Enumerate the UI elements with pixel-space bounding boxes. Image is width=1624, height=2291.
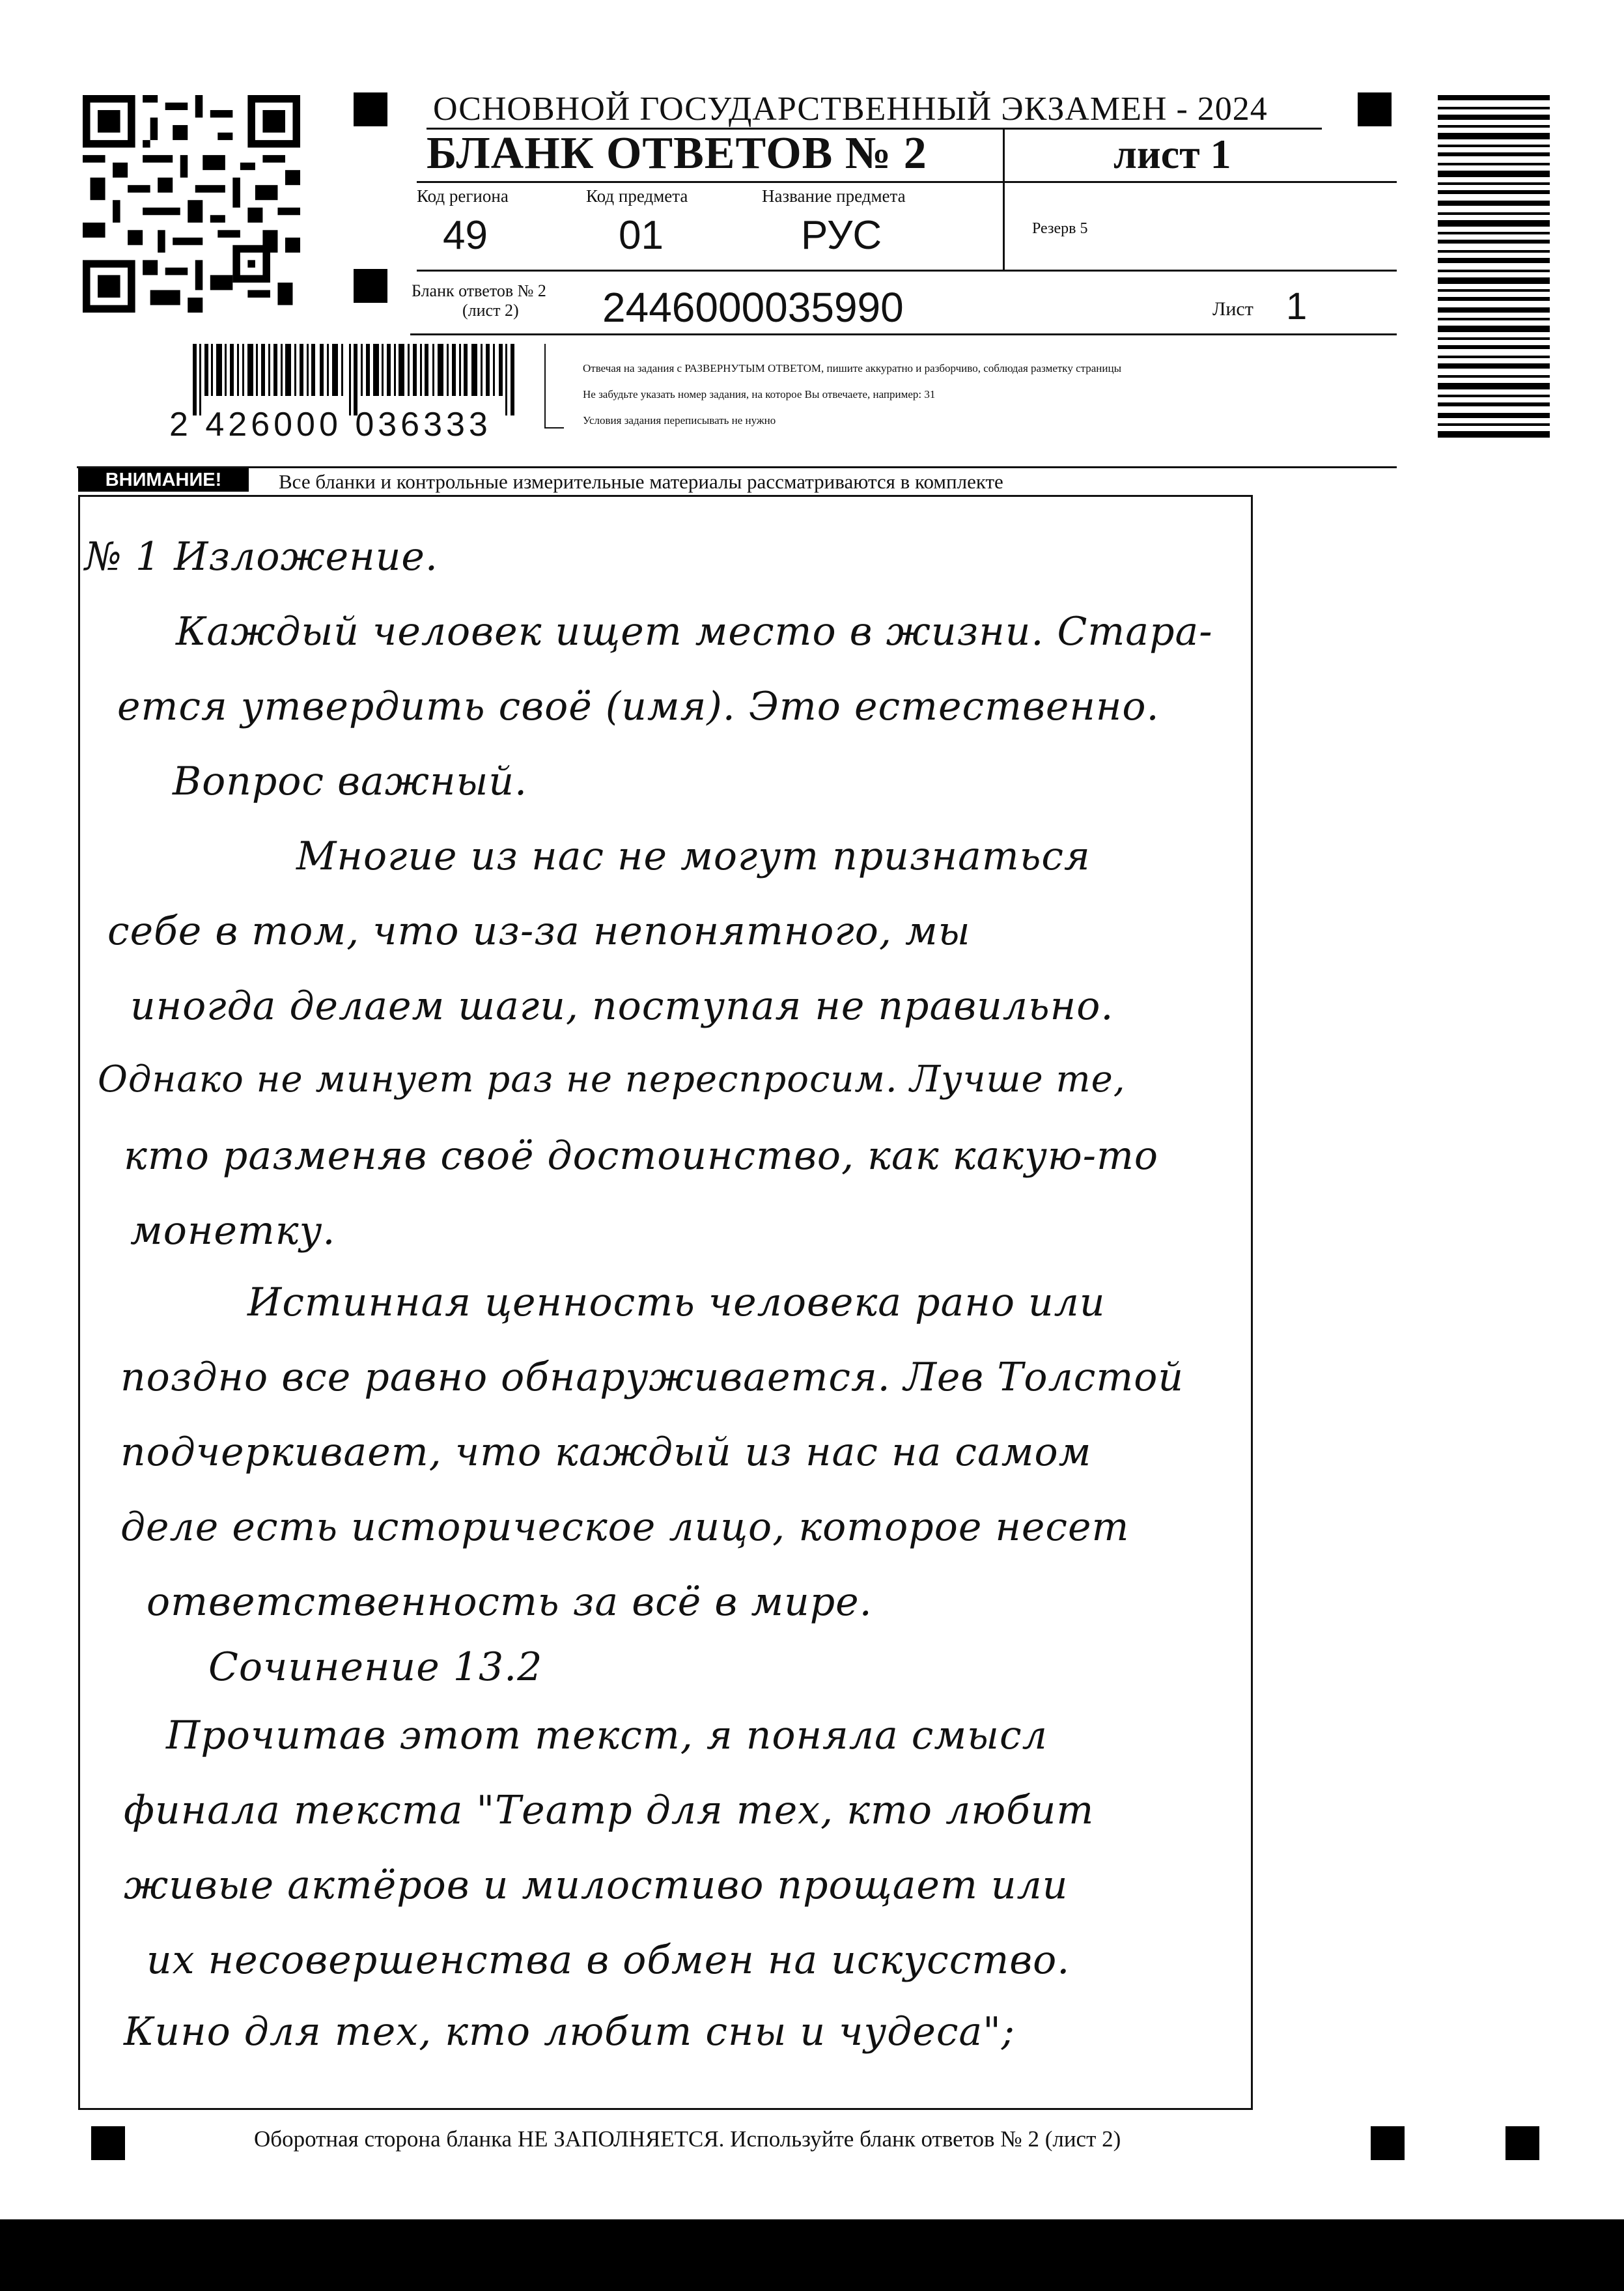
- header-divider: [1003, 129, 1005, 271]
- instruction-2: Не забудьте указать номер задания, на которое Вы отвечаете, например: 31: [583, 388, 936, 401]
- handwritten-line: ответственность за всё в мире.: [147, 1579, 873, 1625]
- handwritten-line: монетку.: [130, 1208, 336, 1254]
- handwritten-line: Каждый человек ищет место в жизни. Стара-: [176, 609, 1213, 654]
- handwritten-line: деле есть историческое лицо, которое несет: [120, 1504, 1130, 1550]
- handwritten-line: Вопрос важный.: [173, 759, 528, 804]
- handwritten-line: Прочитав этот текст, я поняла смысл: [166, 1713, 1048, 1758]
- qr-code: [77, 95, 306, 313]
- scan-border: [0, 2219, 1624, 2291]
- handwritten-line: кто разменяв своё достоинство, как какую-то: [124, 1133, 1159, 1179]
- handwritten-line: финала текста "Театр для тех, кто любит: [124, 1788, 1095, 1833]
- handwritten-line: иногда делаем шаги, поступая не правильно.: [130, 983, 1114, 1029]
- form2-number: 2446000035990: [602, 284, 904, 331]
- subject-code-value: 01: [619, 213, 664, 258]
- form2-label: Бланк ответов № 2: [412, 281, 546, 300]
- barcode-tick: [544, 427, 564, 429]
- handwritten-line: поздно все равно обнаруживается. Лев Толстой: [120, 1355, 1184, 1400]
- handwritten-line: подчеркивает, что каждый из нас на самом: [120, 1429, 1092, 1475]
- region-label: Код региона: [417, 186, 509, 206]
- handwritten-line: Кино для тех, кто любит сны и чудеса";: [124, 2009, 1016, 2055]
- handwritten-line: Однако не минует раз не переспросим. Лучше те,: [98, 1058, 1126, 1101]
- side-barcode: [1438, 95, 1550, 439]
- registration-mark: [354, 269, 387, 303]
- footer-note: Оборотная сторона бланка НЕ ЗАПОЛНЯЕТСЯ. Используйте бланк ответов № 2 (лист 2): [254, 2126, 1121, 2152]
- handwritten-line: живые актёров и милостиво прощает или: [124, 1862, 1069, 1908]
- form-title: БЛАНК ОТВЕТОВ № 2: [427, 128, 927, 178]
- form2-sublabel: (лист 2): [462, 301, 519, 320]
- list-label: Лист: [1212, 298, 1253, 320]
- handwritten-line: себе в том, что из-за непонятного, мы: [107, 908, 971, 954]
- handwritten-line: их несовершенства в обмен на искусство.: [147, 1937, 1071, 1983]
- barcode-number: 2 426000 036333: [169, 406, 492, 443]
- codes-bottom-line: [417, 270, 1397, 272]
- list-value: 1: [1286, 285, 1308, 328]
- attention-badge: ВНИМАНИЕ!: [78, 468, 249, 492]
- instruction-3: Условия задания переписывать не нужно: [583, 414, 776, 427]
- subject-name-value: РУС: [801, 213, 882, 258]
- sheet-number: лист 1: [1113, 131, 1231, 177]
- notice-line: [77, 466, 1397, 468]
- barcode-divider: [544, 344, 546, 429]
- header-line: [417, 181, 1397, 183]
- registration-mark: [1358, 92, 1392, 126]
- subject-code-label: Код предмета: [586, 186, 688, 206]
- handwritten-line: № 1 Изложение.: [85, 534, 438, 580]
- registration-mark: [1371, 2126, 1405, 2160]
- instruction-1: Отвечая на задания с РАЗВЕРНУТЫМ ОТВЕТОМ, пишите аккуратно и разборчиво, соблюдая разметку страницы: [583, 362, 1122, 374]
- form2-line: [410, 333, 1397, 335]
- subject-name-label: Название предмета: [762, 186, 906, 206]
- handwritten-line: ется утвердить своё (имя). Это естественно.: [117, 684, 1160, 729]
- registration-mark: [91, 2126, 125, 2160]
- handwritten-line: Сочинение 13.2: [208, 1644, 543, 1690]
- reserve-label: Резерв 5: [1032, 220, 1088, 237]
- handwritten-line: Истинная ценность человека рано или: [247, 1280, 1106, 1325]
- exam-title: ОСНОВНОЙ ГОСУДАРСТВЕННЫЙ ЭКЗАМЕН - 2024: [433, 91, 1268, 128]
- region-value: 49: [443, 213, 488, 258]
- attention-text: Все бланки и контрольные измерительные материалы рассматриваются в комплекте: [279, 470, 1003, 493]
- handwritten-line: Многие из нас не могут признаться: [296, 834, 1091, 879]
- registration-mark: [1505, 2126, 1539, 2160]
- registration-mark: [354, 92, 387, 126]
